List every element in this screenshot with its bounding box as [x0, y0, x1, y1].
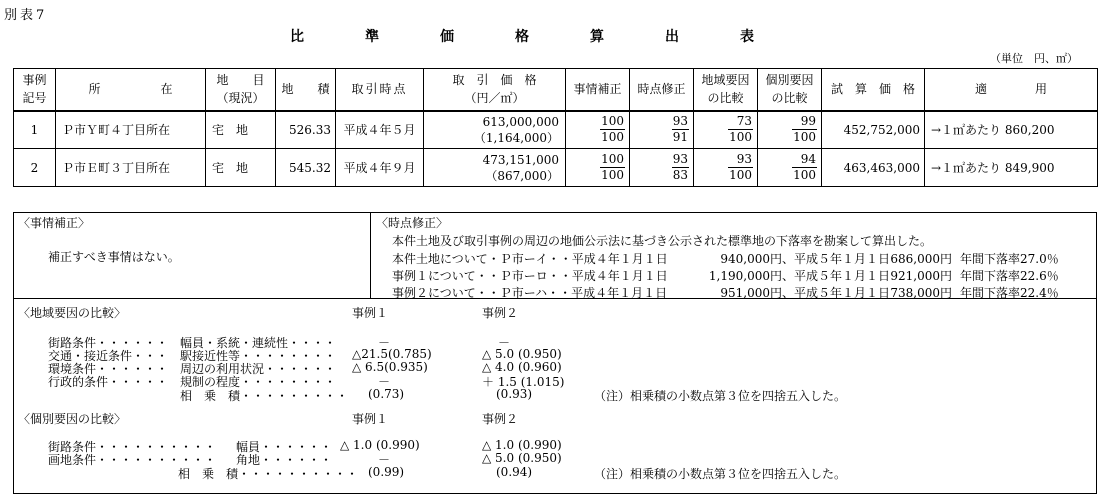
time-correction-intro: 本件土地及び取引事例の周辺の地価公示法に基づき公示された標準地の下落率を勘案して算出した。 [392, 234, 933, 248]
trial-price: 452,752,000 [822, 111, 925, 149]
regional-case1-value: △ 6.5(0.935) [352, 360, 428, 374]
individual-case2-value: △ 5.0 (0.950) [482, 451, 562, 465]
individual-case1-value: － [378, 453, 391, 467]
individual-case2-label: 事例２ [482, 412, 519, 426]
header-land-category: 地 目 （現況） [206, 69, 276, 111]
land-category: 宅 地 [206, 111, 276, 149]
time-line-rate: 年間下落率22.4％ [960, 286, 1059, 300]
trade-price: 613,000,000 （1,164,000） [424, 111, 566, 149]
time-line-rate: 年間下落率22.6％ [960, 269, 1059, 283]
header-trial-price: 試 算 価 格 [822, 69, 925, 111]
header-circumstance: 事情補正 [566, 69, 630, 111]
location: Ｐ市Ｅ町３丁目所在 [56, 149, 206, 187]
individual-fraction: $\frac{99}{100}$ [758, 111, 822, 149]
time-line-who: 事例１について・・Ｐ市ーロ・・平成４年１月１日 [392, 269, 668, 283]
individual-case2-value: △ 1.0 (0.990) [482, 438, 562, 452]
header-regional: 地域要因 の比較 [694, 69, 758, 111]
individual-item: 角地・・・・・・ [236, 453, 333, 467]
regional-case2-value: ＋ 1.5 (1.015) [482, 375, 565, 389]
location: Ｐ市Ｙ町４丁目所在 [56, 111, 206, 149]
header-trade-time: 取引時点 [336, 69, 424, 111]
individual-case1-value: △ 1.0 (0.990) [340, 438, 420, 452]
time-correction-heading: 〈時点修正〉 [376, 216, 449, 230]
title-char: 比 [290, 29, 304, 45]
regional-heading: 〈地域要因の比較〉 [18, 306, 127, 320]
individual-note: （注）相乗積の小数点第３位を四捨五入した。 [594, 467, 847, 481]
individual-item: 幅員・・・・・・ [236, 440, 333, 454]
regional-case1-value: － [378, 375, 391, 389]
individual-product-case2: (0.94) [496, 465, 533, 479]
header-remarks: 適 用 [925, 69, 1098, 111]
individual-case1-label: 事例１ [352, 412, 389, 426]
individual-condition: 街路条件・・・・・・・・・・ [48, 440, 217, 454]
regional-note: （注）相乗積の小数点第３位を四捨五入した。 [594, 389, 847, 403]
time-line-v1: 1,190,000円、平成５年１月１日 [708, 269, 890, 283]
land-category: 宅 地 [206, 149, 276, 187]
title-char: 格 [515, 29, 529, 45]
regional-case2-value: △ 5.0 (0.950) [482, 347, 562, 361]
individual-heading: 〈個別要因の比較〉 [18, 412, 127, 426]
header-location: 所 在 [56, 69, 206, 111]
regional-product-case1: (0.73) [368, 387, 405, 401]
title-char: 出 [665, 29, 679, 45]
regional-item: 規制の程度・・・・・・・・ [180, 375, 337, 389]
regional-product-case2: (0.93) [496, 387, 533, 401]
regional-condition: 交通・接近条件・・・ [48, 349, 169, 363]
time-line-v2: 921,000円 [890, 269, 952, 283]
regional-case1-value: － [378, 336, 391, 350]
divider [370, 212, 371, 298]
unit-note: （単位 円、㎡） [990, 52, 1078, 65]
regional-case2-label: 事例２ [482, 306, 519, 320]
regional-item: 幅員・系統・連続性・・・・ [180, 336, 337, 350]
header-individual: 個別要因 の比較 [758, 69, 822, 111]
table-header-row [14, 69, 1098, 111]
title-char: 準 [365, 29, 379, 45]
regional-case2-value: － [498, 336, 511, 350]
title-char: 算 [590, 29, 604, 45]
regional-fraction: $\frac{93}{100}$ [694, 149, 758, 187]
time-fraction: $\frac{93}{83}$ [630, 149, 694, 187]
individual-product-case1: (0.99) [368, 465, 405, 479]
title-char: 価 [440, 29, 454, 45]
regional-condition: 行政的条件・・・・・ [48, 375, 169, 389]
area: 526.33 [276, 111, 336, 149]
time-line-rate: 年間下落率27.0％ [960, 252, 1059, 266]
comparison-table [13, 68, 1098, 187]
regional-case1-value: △21.5(0.785) [352, 347, 432, 361]
case-no: 1 [14, 111, 56, 149]
regional-fraction: $\frac{73}{100}$ [694, 111, 758, 149]
regional-condition: 環境条件・・・・・・ [48, 362, 169, 376]
individual-fraction: $\frac{94}{100}$ [758, 149, 822, 187]
regional-item: 周辺の利用状況・・・・・・ [180, 362, 337, 376]
regional-case2-value: △ 4.0 (0.960) [482, 360, 562, 374]
regional-item: 駅接近性等・・・・・・・・ [180, 349, 337, 363]
trial-price: 463,463,000 [822, 149, 925, 187]
regional-product-label: 相 乗 積・・・・・・・・・ [180, 389, 349, 403]
circumstance-heading: 〈事情補正〉 [18, 216, 91, 230]
header-time-adjust: 時点修正 [630, 69, 694, 111]
individual-condition: 画地条件・・・・・・・・・・ [48, 453, 217, 467]
individual-product-label: 相 乗 積・・・・・・・・・・ [178, 467, 359, 481]
table-row [14, 111, 1098, 149]
regional-case1-label: 事例１ [352, 306, 389, 320]
circumstance-body: 補正すべき事情はない。 [48, 250, 180, 264]
header-area: 地 積 [276, 69, 336, 111]
area: 545.32 [276, 149, 336, 187]
document-label: 別表7 [4, 8, 48, 23]
circumstance-fraction: $\frac{100}{100}$ [566, 149, 630, 187]
title-char: 表 [740, 29, 754, 45]
time-line-who: 事例２について・・Ｐ市ーハ・・平成４年１月１日 [392, 286, 668, 300]
circumstance-fraction: $\frac{100}{100}$ [566, 111, 630, 149]
remark: →１㎡あたり 860,200 [925, 111, 1098, 149]
trade-time: 平成４年９月 [336, 149, 424, 187]
time-fraction: $\frac{93}{91}$ [630, 111, 694, 149]
time-line-who: 本件土地について・Ｐ市ーイ・・平成４年１月１日 [392, 252, 668, 266]
time-line-v1: 951,000円、平成５年１月１日 [720, 286, 890, 300]
trade-time: 平成４年５月 [336, 111, 424, 149]
remark: →１㎡あたり 849,900 [925, 149, 1098, 187]
time-line-v1: 940,000円、平成５年１月１日 [720, 252, 890, 266]
regional-condition: 街路条件・・・・・・ [48, 336, 169, 350]
trade-price: 473,151,000 （867,000） [424, 149, 566, 187]
time-line-v2: 686,000円 [890, 252, 952, 266]
time-line-v2: 738,000円 [890, 286, 952, 300]
page-title [0, 26, 1110, 44]
header-case-no: 事例 記号 [14, 69, 56, 111]
table-row [14, 149, 1098, 187]
case-no: 2 [14, 149, 56, 187]
header-trade-price: 取 引 価 格 （円／㎡） [424, 69, 566, 111]
